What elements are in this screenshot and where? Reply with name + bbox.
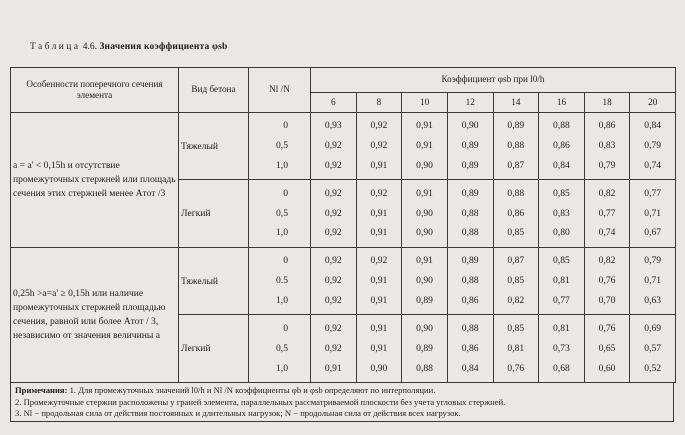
coefficient-cell xyxy=(630,112,676,180)
coefficient-value: 0,92 xyxy=(324,255,342,267)
coefficient-value: 0,91 xyxy=(370,227,388,239)
ratio-value: 0.5 xyxy=(276,275,288,287)
coefficient-value: 0,81 xyxy=(553,322,570,334)
ratio-value: 0 xyxy=(283,187,288,199)
coefficient-value: 0,88 xyxy=(461,207,479,219)
coefficient-cell xyxy=(493,315,539,383)
ratio-value: 0 xyxy=(283,120,288,132)
coefficient-value: 0,89 xyxy=(461,255,479,267)
concrete-type: Тяжелый xyxy=(179,247,249,315)
ratio-cell xyxy=(249,315,311,383)
coefficient-value: 0,90 xyxy=(416,227,433,239)
coefficient-value: 0,89 xyxy=(461,187,479,199)
header-concrete: Вид бетона xyxy=(179,68,249,113)
coefficient-value: 0,57 xyxy=(644,342,662,354)
header-lh: 16 xyxy=(539,92,585,112)
note-line-1 xyxy=(15,385,673,397)
coefficient-value: 0,91 xyxy=(370,322,388,334)
coefficient-cell xyxy=(493,247,539,315)
coefficient-value: 0,87 xyxy=(507,255,525,267)
coefficient-value: 0,74 xyxy=(644,159,662,171)
header-lh: 6 xyxy=(311,92,357,112)
section-description: a = a' < 0,15h и отсутствие промежуточных стержней или площадь сечения этих стержней менее Aтот /3 xyxy=(11,112,179,247)
coefficient-cell xyxy=(493,180,539,248)
coefficient-value: 0,92 xyxy=(324,295,342,306)
coefficient-cell xyxy=(584,180,630,248)
coefficient-value: 0,86 xyxy=(553,140,570,152)
coefficient-value: 0,91 xyxy=(416,187,433,199)
coefficient-value: 0,91 xyxy=(370,159,388,171)
coefficient-value: 0,91 xyxy=(416,255,433,267)
coefficient-value: 0,91 xyxy=(370,342,388,354)
coefficient-value: 0,92 xyxy=(324,207,342,219)
ratio-cell xyxy=(249,180,311,248)
coefficient-value: 0,60 xyxy=(598,362,616,374)
coefficient-value: 0,84 xyxy=(461,362,479,374)
ratio-value: 0 xyxy=(283,322,288,334)
coefficient-cell xyxy=(539,112,585,180)
coefficient-value: 0,92 xyxy=(324,275,342,287)
concrete-type: Легкий xyxy=(179,180,249,248)
coefficient-cell xyxy=(356,315,402,383)
coefficient-cell xyxy=(584,112,630,180)
header-lh: 14 xyxy=(493,92,539,112)
coefficient-value: 0,85 xyxy=(553,187,570,199)
coefficient-value: 0,88 xyxy=(553,120,570,132)
coefficient-value: 0,82 xyxy=(598,255,616,267)
section-description: 0,25h >a=a' ≥ 0,15h или наличие промежуточных стержней площадью сечения, равной или более Aтот / 3, независимо от значения величины a xyxy=(11,247,179,382)
coefficient-value: 0,77 xyxy=(598,207,616,219)
coefficient-value: 0,77 xyxy=(644,187,662,199)
coefficient-value: 0,88 xyxy=(461,275,479,287)
table-notes xyxy=(10,383,674,422)
note-line-3: 3. Nl − продольная сила от действия постоянных и длительных нагрузок; N − продольная сила от действия всех нагрузок. xyxy=(15,408,461,419)
ratio-cell xyxy=(249,112,311,180)
coefficient-value: 0,89 xyxy=(461,140,479,152)
coefficient-cell xyxy=(311,180,357,248)
coefficient-cell xyxy=(493,112,539,180)
coefficient-value: 0,70 xyxy=(598,295,616,306)
coefficient-value: 0,92 xyxy=(324,342,342,354)
coefficient-value: 0,79 xyxy=(598,159,616,171)
coefficient-value: 0,88 xyxy=(507,140,525,152)
coefficient-value: 0,91 xyxy=(370,275,388,287)
coefficient-value: 0,92 xyxy=(370,187,388,199)
ratio-value: 0 xyxy=(283,255,288,267)
coefficient-value: 0,89 xyxy=(461,159,479,171)
coefficient-value: 0,89 xyxy=(507,120,525,132)
coefficient-value: 0,92 xyxy=(324,227,342,239)
coefficient-value: 0,85 xyxy=(507,322,525,334)
coefficient-value: 0,63 xyxy=(644,295,662,306)
coefficient-value: 0,90 xyxy=(416,322,433,334)
coefficient-cell xyxy=(447,180,493,248)
coefficient-table xyxy=(10,67,676,383)
coefficient-value: 0,93 xyxy=(324,120,342,132)
coefficient-value: 0,85 xyxy=(553,255,570,267)
ratio-value: 1,0 xyxy=(276,295,288,306)
coefficient-cell xyxy=(630,180,676,248)
coefficient-value: 0,92 xyxy=(324,140,342,152)
coefficient-value: 0,90 xyxy=(416,207,433,219)
coefficient-value: 0,88 xyxy=(461,322,479,334)
coefficient-cell xyxy=(311,112,357,180)
coefficient-cell xyxy=(402,315,448,383)
coefficient-value: 0,88 xyxy=(507,187,525,199)
concrete-type: Тяжелый xyxy=(179,112,249,180)
coefficient-value: 0,84 xyxy=(644,120,662,132)
note-text-1: 1. Для промежуточных значений l0/h и Nl /N коэффициенты φb и φsb определяют по интерполяции. xyxy=(69,385,436,395)
coefficient-value: 0,86 xyxy=(461,295,479,306)
coefficient-cell xyxy=(447,112,493,180)
header-lh: 8 xyxy=(356,92,402,112)
header-lh: 10 xyxy=(402,92,448,112)
coefficient-value: 0,90 xyxy=(416,275,433,287)
coefficient-value: 0,92 xyxy=(370,255,388,267)
coefficient-value: 0,83 xyxy=(598,140,616,152)
header-section: Особенности поперечного сечения элемента xyxy=(11,68,179,113)
note-line-2: 2. Промежуточные стержни расположены у граней элемента, параллельных рассматриваемой плоскости без учета угловых стержней. xyxy=(15,396,506,407)
coefficient-value: 0,80 xyxy=(553,227,570,239)
table-row xyxy=(11,112,676,180)
header-lh: 18 xyxy=(584,92,630,112)
table-caption xyxy=(30,42,228,52)
coefficient-value: 0,91 xyxy=(324,362,342,374)
coefficient-value: 0,92 xyxy=(324,159,342,171)
coefficient-value: 0,84 xyxy=(553,159,570,171)
coefficient-value: 0,52 xyxy=(644,362,662,374)
coefficient-value: 0,79 xyxy=(644,140,662,152)
coefficient-value: 0,81 xyxy=(553,275,570,287)
header-coefficient-group: Коэффициент φsb при l0/h xyxy=(311,68,676,93)
coefficient-cell xyxy=(311,315,357,383)
coefficient-cell xyxy=(539,315,585,383)
coefficient-value: 0,81 xyxy=(507,342,525,354)
coefficient-value: 0,65 xyxy=(598,342,616,354)
coefficient-cell xyxy=(447,315,493,383)
coefficient-value: 0,71 xyxy=(644,207,662,219)
coefficient-value: 0,73 xyxy=(553,342,570,354)
coefficient-cell xyxy=(356,112,402,180)
caption-prefix: Таблица xyxy=(30,42,81,52)
coefficient-value: 0,82 xyxy=(598,187,616,199)
coefficient-value: 0,88 xyxy=(461,227,479,239)
coefficient-value: 0,79 xyxy=(644,255,662,267)
coefficient-value: 0,90 xyxy=(461,120,479,132)
ratio-value: 1,0 xyxy=(276,227,288,239)
coefficient-value: 0,92 xyxy=(370,140,388,152)
coefficient-value: 0,92 xyxy=(324,322,342,334)
ratio-value: 0,5 xyxy=(276,342,288,354)
header-ratio: Nl /N xyxy=(249,68,311,113)
coefficient-value: 0,91 xyxy=(370,295,388,306)
coefficient-cell xyxy=(630,315,676,383)
concrete-type: Легкий xyxy=(179,315,249,383)
coefficient-value: 0,87 xyxy=(507,159,525,171)
coefficient-cell xyxy=(402,112,448,180)
ratio-cell xyxy=(249,247,311,315)
coefficient-value: 0,76 xyxy=(598,322,616,334)
coefficient-cell xyxy=(584,247,630,315)
coefficient-cell xyxy=(539,180,585,248)
coefficient-cell xyxy=(539,247,585,315)
coefficient-value: 0,89 xyxy=(416,295,433,306)
caption-number: 4.6. xyxy=(82,42,97,52)
coefficient-cell xyxy=(630,247,676,315)
coefficient-value: 0,77 xyxy=(553,295,570,306)
coefficient-value: 0,86 xyxy=(461,342,479,354)
coefficient-value: 0,92 xyxy=(324,187,342,199)
coefficient-cell xyxy=(311,247,357,315)
coefficient-value: 0,90 xyxy=(416,159,433,171)
coefficient-value: 0,91 xyxy=(416,120,433,132)
coefficient-value: 0,74 xyxy=(598,227,616,239)
coefficient-value: 0,76 xyxy=(598,275,616,287)
coefficient-value: 0,92 xyxy=(370,120,388,132)
header-lh: 20 xyxy=(630,92,676,112)
coefficient-value: 0,89 xyxy=(416,342,433,354)
table-row xyxy=(11,247,676,315)
coefficient-value: 0,71 xyxy=(644,275,662,287)
coefficient-cell xyxy=(402,247,448,315)
coefficient-cell xyxy=(356,247,402,315)
ratio-value: 1,0 xyxy=(276,159,288,171)
coefficient-value: 0,69 xyxy=(644,322,662,334)
caption-title: Значения коэффициента φsb xyxy=(99,42,228,52)
coefficient-cell xyxy=(447,247,493,315)
coefficient-cell xyxy=(584,315,630,383)
header-row xyxy=(11,68,676,93)
coefficient-value: 0,68 xyxy=(553,362,570,374)
header-lh: 12 xyxy=(447,92,493,112)
coefficient-value: 0,82 xyxy=(507,295,525,306)
ratio-value: 0,5 xyxy=(276,207,288,219)
coefficient-value: 0,91 xyxy=(370,207,388,219)
coefficient-value: 0,85 xyxy=(507,227,525,239)
coefficient-value: 0,91 xyxy=(416,140,433,152)
coefficient-cell xyxy=(402,180,448,248)
coefficient-cell xyxy=(356,180,402,248)
coefficient-value: 0,86 xyxy=(507,207,525,219)
coefficient-value: 0,88 xyxy=(416,362,433,374)
coefficient-value: 0,85 xyxy=(507,275,525,287)
coefficient-value: 0,83 xyxy=(553,207,570,219)
coefficient-value: 0,76 xyxy=(507,362,525,374)
coefficient-value: 0,90 xyxy=(370,362,388,374)
ratio-value: 1,0 xyxy=(276,362,288,374)
notes-label: Примечания: xyxy=(15,385,68,395)
coefficient-value: 0,67 xyxy=(644,227,662,239)
ratio-value: 0,5 xyxy=(276,140,288,152)
coefficient-value: 0,86 xyxy=(598,120,616,132)
